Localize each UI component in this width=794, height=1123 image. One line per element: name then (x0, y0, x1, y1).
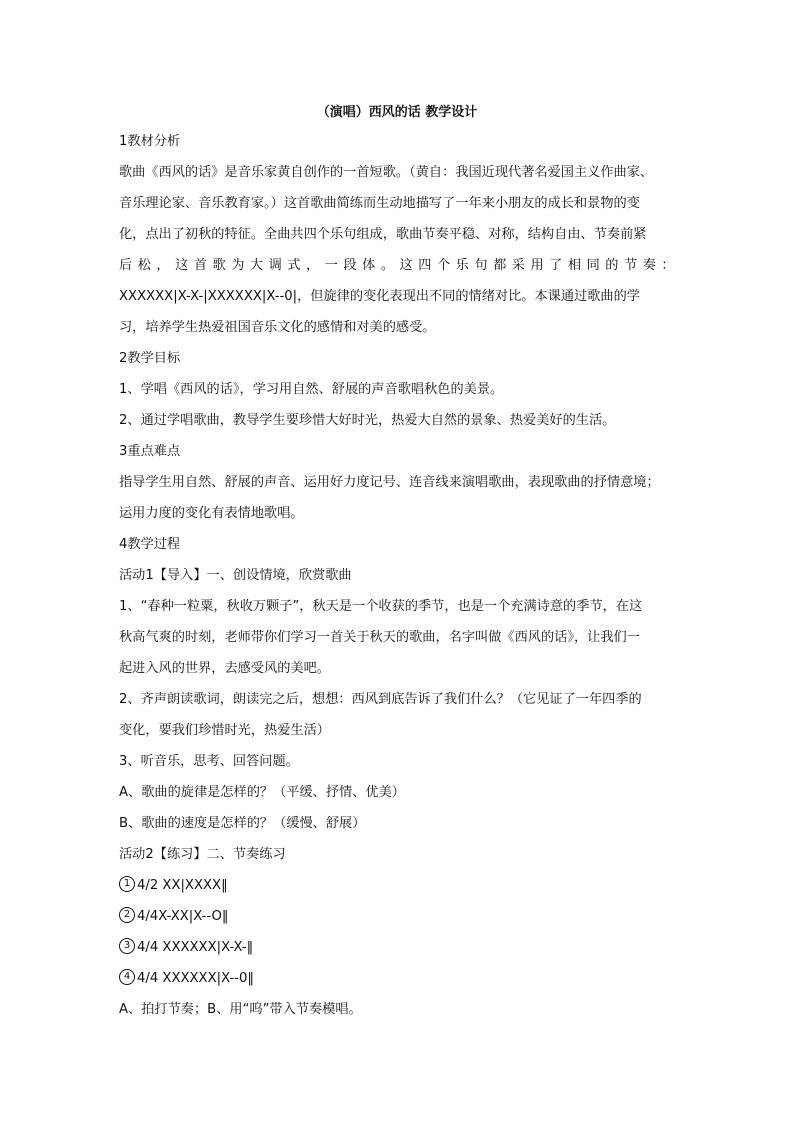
activity-heading: 活动2【练习】二、节奏练习 (119, 847, 286, 862)
justified-char: ： (661, 258, 675, 273)
circled-number-mark: 4 (119, 969, 135, 985)
justified-char: 奏 (642, 258, 656, 273)
justified-char: 段 (343, 258, 357, 273)
justified-char: 这 (175, 258, 189, 273)
circled-number-mark: 1 (119, 876, 135, 892)
section-heading: 4教学过程 (119, 537, 181, 552)
justified-char: 式 (287, 258, 301, 273)
justified-char: 相 (567, 258, 582, 273)
rhythm-item (119, 870, 675, 901)
justified-char: 松 (137, 258, 151, 273)
paragraph-line: A、拍打节奏；B、用“呜”带入节奏模唱。 (119, 1002, 362, 1017)
rhythm-text: 4/2 XX|XXXX‖ (137, 878, 228, 893)
section-heading: 3重点难点 (119, 444, 181, 459)
justified-char: 歌 (212, 258, 226, 273)
paragraph-line: 3、听音乐，思考、回答问题。 (119, 754, 299, 769)
paragraph-line: 习，培养学生热爱祖国音乐文化的感情和对美的感受。 (119, 320, 436, 335)
justified-char: 采 (511, 258, 525, 273)
justified-char: ， (156, 258, 170, 273)
paragraph-line: 运用力度的变化有表情地歌唱。 (119, 506, 304, 521)
list-item: 2、通过学唱歌曲，教导学生要珍惜大好时光，热爱大自然的景象、热爱美好的生活。 (119, 413, 616, 428)
paragraph-line: B、歌曲的速度是怎样的？（缓慢、舒展） (119, 816, 366, 831)
rhythm-text: 4/4 XXXXXX|X--0‖ (137, 971, 254, 986)
justified-char: 节 (623, 258, 638, 273)
justified-char: 后 (119, 258, 133, 273)
justified-char: 用 (530, 258, 544, 273)
justified-char: 首 (193, 258, 207, 273)
circled-number-mark: 3 (119, 938, 135, 954)
justified-char: ， (306, 258, 320, 273)
activity-heading: 活动1【导入】一、创设情境，欣赏歌曲 (119, 568, 352, 583)
paragraph-line: 歌曲《西风的话》是音乐家黄自创作的一首短歌。（黄自：我国近现代著名爱国主义作曲家、 (119, 165, 654, 180)
circled-number-mark: 2 (119, 907, 135, 923)
justified-char: 了 (549, 258, 563, 273)
justified-char: 四 (418, 258, 432, 273)
page-title: （演唱）西风的话 教学设计 (316, 105, 478, 120)
justified-char: 为 (231, 258, 245, 273)
justified-char: 同 (586, 258, 600, 273)
paragraph-line: 1、“春种一粒粟，秋收万颗子”，秋天是一个收获的季节，也是一个充满诗意的季节，在这 (119, 599, 643, 614)
justified-char: 乐 (455, 258, 469, 273)
paragraph-line: 化，点出了初秋的特征。全曲共四个乐句组成，歌曲节奏平稳、对称，结构自由、节奏前紧 (119, 227, 647, 242)
justified-char: 大 (249, 258, 264, 273)
justified-char: 一 (324, 258, 338, 273)
paragraph-line: 变化，要我们珍惜时光，热爱生活） (119, 723, 330, 738)
justified-char: 体 (362, 258, 376, 273)
rhythm-item (119, 932, 675, 963)
list-item: 1、学唱《西风的话》，学习用自然、舒展的声音歌唱秋色的美景。 (119, 382, 504, 397)
rhythm-item (119, 901, 675, 932)
rhythm-item (119, 963, 675, 994)
paragraph-line: 音乐理论家、音乐教育家。）这首歌曲简练而生动地描写了一年来小朋友的成长和景物的变 (119, 196, 640, 211)
paragraph-line: A、歌曲的旋律是怎样的？（平缓、抒情、优美） (119, 785, 405, 800)
paragraph-line-justified (119, 250, 675, 281)
justified-char: 都 (493, 258, 507, 273)
justified-char: 个 (436, 258, 451, 273)
paragraph-line: 2、齐声朗读歌词，朗读完之后，想想：西风到底告诉了我们什么？（它见证了一年四季的 (119, 692, 642, 707)
justified-char: 这 (399, 258, 413, 273)
justified-char: 句 (474, 258, 488, 273)
justified-char: 的 (605, 258, 619, 273)
paragraph-line: 秋高气爽的时刻，老师带你们学习一首关于秋天的歌曲，名字叫做《西风的话》，让我们一 (119, 630, 640, 645)
document-page (119, 100, 675, 1025)
section-heading: 2教学目标 (119, 351, 181, 366)
paragraph-line: XXXXXX|X-X-|XXXXXX|X--0|，但旋律的变化表现出不同的情绪对比。本课通过歌曲的学 (119, 289, 640, 304)
paragraph-line: 指导学生用自然、舒展的声音、运用好力度记号、连音线来演唱歌曲，表现歌曲的抒情意境； (119, 475, 660, 490)
rhythm-text: 4/4 XXXXXX|X-X-‖ (137, 940, 254, 955)
justified-char: 。 (380, 258, 395, 273)
section-heading: 1教材分析 (119, 134, 181, 149)
paragraph-line: 起进入风的世界，去感受风的美吧。 (119, 661, 330, 676)
rhythm-text: 4/4X-XX|X--O‖ (137, 909, 229, 924)
justified-char: 调 (268, 258, 282, 273)
